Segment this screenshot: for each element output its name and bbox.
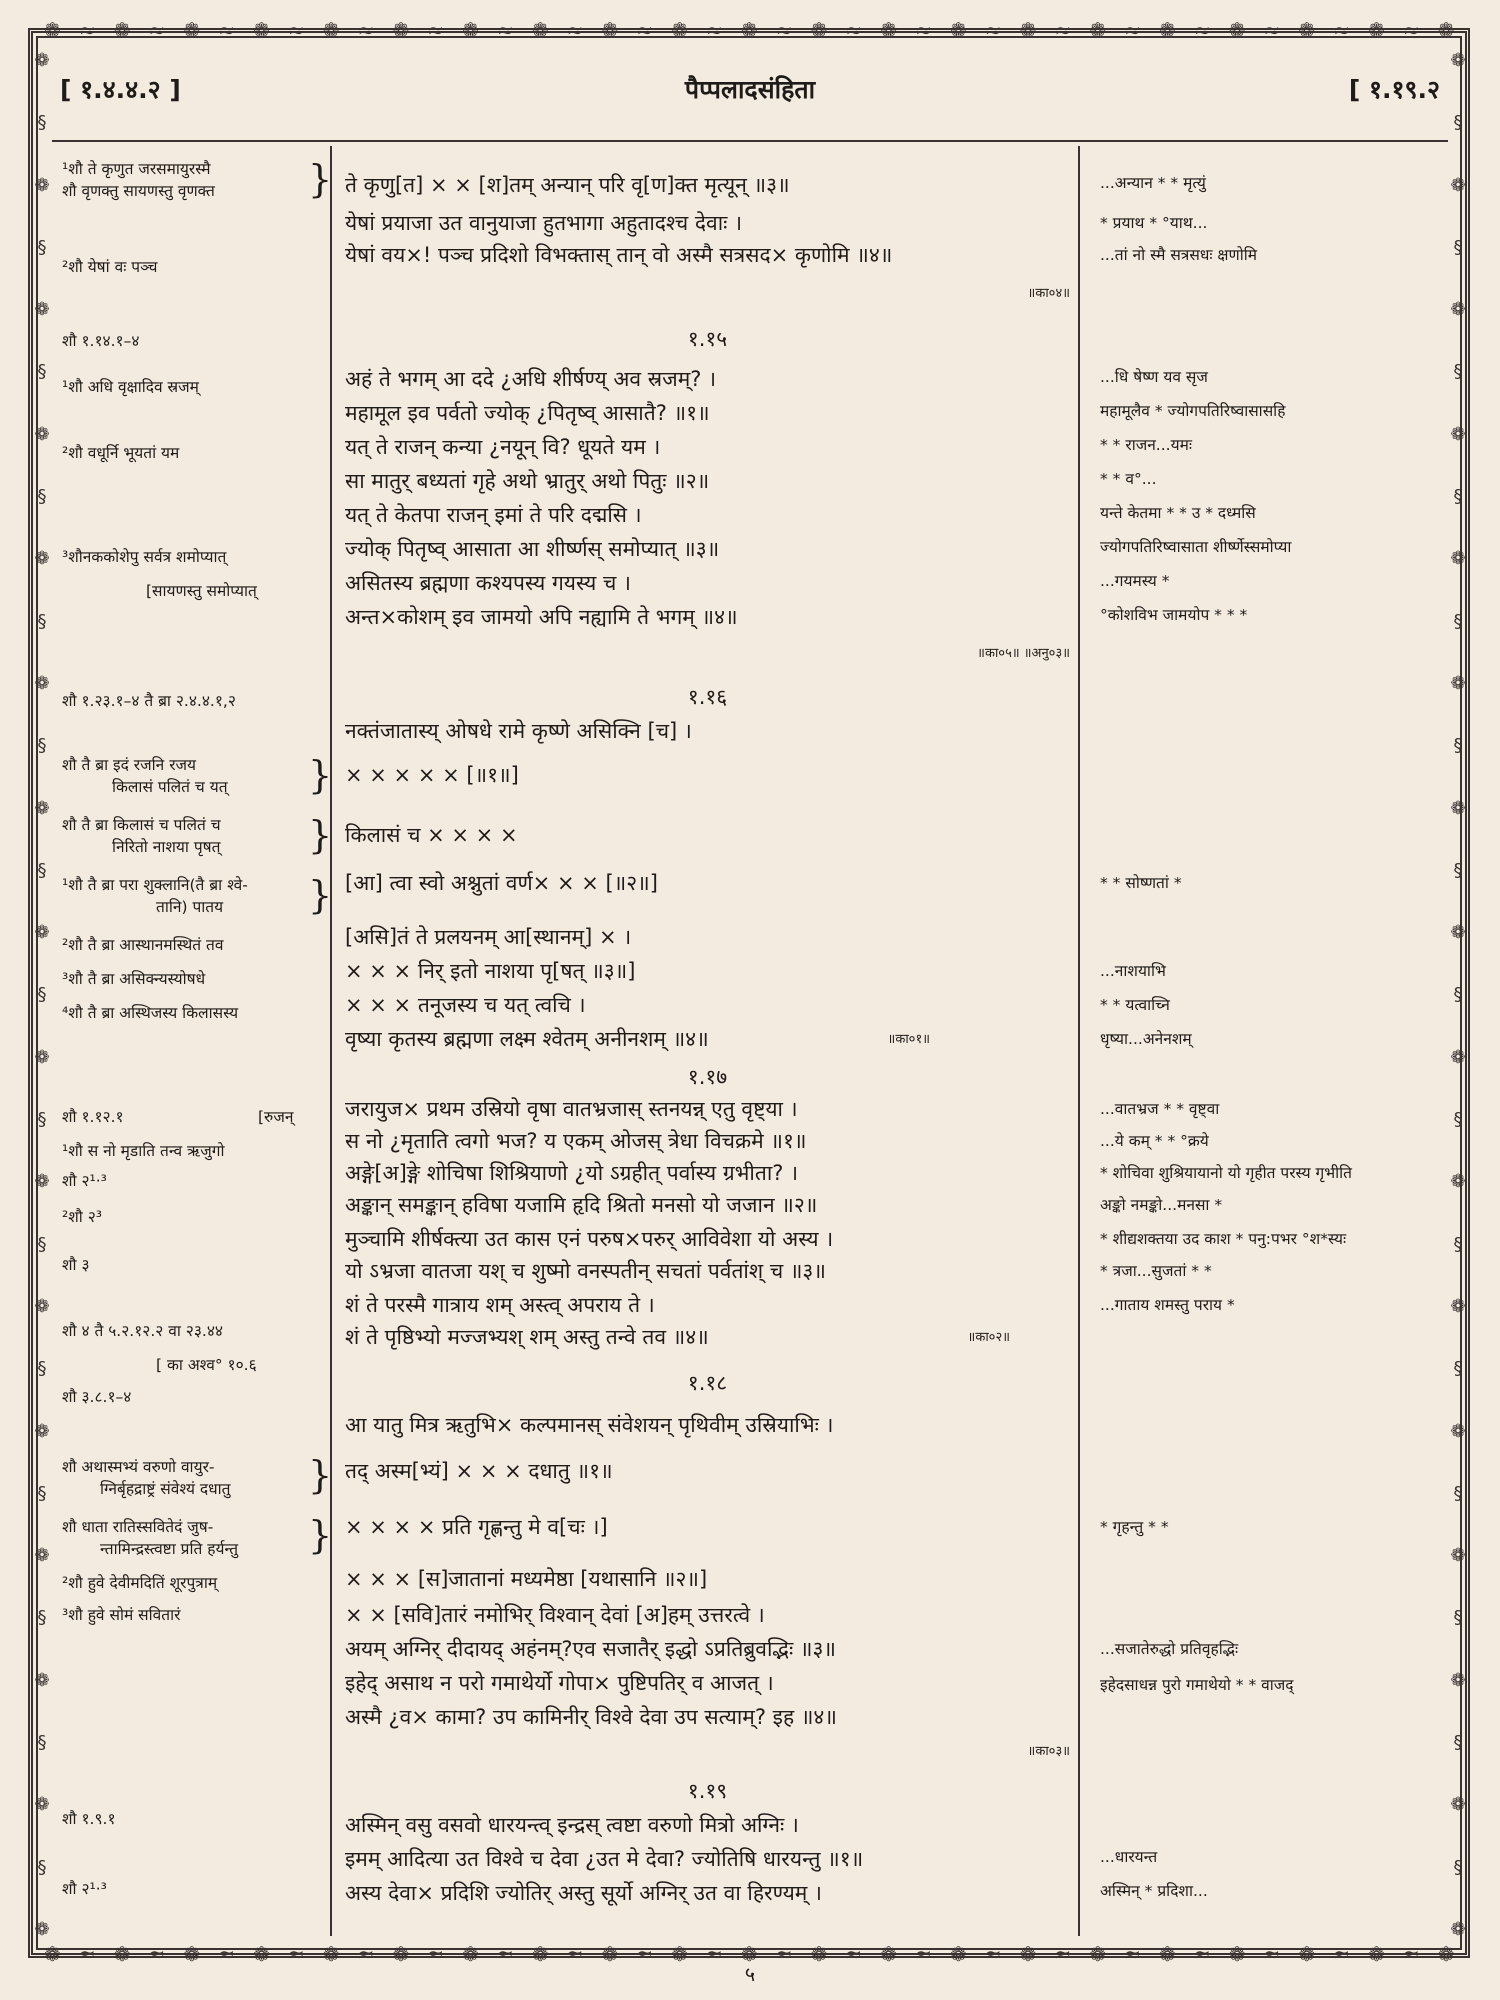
verse-line: तद् अस्म[भ्यं] × × × दधातु ॥१॥ xyxy=(345,1459,613,1483)
variant-note: * प्रयाथ * °याथ... xyxy=(1100,214,1208,232)
header-left-ref: [ १.४.४.२ ] xyxy=(60,75,181,104)
section-number: १.१६ xyxy=(687,685,728,709)
kanda-marker: ॥का०१॥ xyxy=(887,1032,930,1047)
verse-line: × × × × × [॥१॥] xyxy=(345,763,519,787)
page-title: पैप्पलादसंहिता xyxy=(684,75,816,104)
variant-note: ...धि षेष्ण यव सृज xyxy=(1100,368,1208,386)
variant-note: ...गयमस्य * xyxy=(1100,572,1170,590)
kanda-marker: ॥का०३॥ xyxy=(1027,1744,1070,1759)
verse-line: इमम् आदित्या उत विश्वे च देवा ¿उत मे देवा? ज्योतिषि धारयन्तु ॥१॥ xyxy=(345,1847,864,1871)
left-note: शौ धाता रातिस्सवितेदं जुष- xyxy=(62,1518,214,1536)
variant-note: अङ्को नमङ्को...मनसा * xyxy=(1100,1196,1223,1214)
verse-line: अहं ते भगम् आ ददे ¿अधि शीर्षण्य् अव स्रजम्? । xyxy=(345,367,717,391)
top-ornament-border: ❁ ≈ ❁ ≈ ❁ ≈ ❁ ≈ ❁ ≈ ❁ ≈ ❁ ≈ ❁ ≈ ❁ ≈ ❁ ≈ ❁ ≈ ❁ ≈ ❁ ≈ ❁ ≈ ❁ ≈ ❁ ≈ ❁ ≈ ❁ ≈ ❁ ≈ ❁ ≈ ❁ xyxy=(44,18,1456,42)
variant-note: ...धारयन्त xyxy=(1100,1848,1158,1866)
verse-line: × × × निर् इतो नाशया पृ[षत् ॥३॥] xyxy=(345,959,636,983)
verse-line: × × × [स]जातानां मध्यमेष्ठा [यथासानि ॥२॥] xyxy=(345,1567,708,1591)
left-note: शौ १.२३.१–४ तै ब्रा २.४.४.१,२ xyxy=(62,692,236,710)
verse-line: इहेद् असाथ न परो गमाथेर्यो गोपा× पुष्टिपतिर् व आजत् । xyxy=(345,1671,774,1695)
kanda-marker: ॥का०४॥ xyxy=(1027,286,1070,301)
brace: } xyxy=(308,1513,333,1557)
left-note: शौ २¹·³ xyxy=(62,1880,107,1898)
verse-line: × × × तनूजस्य च यत् त्वचि । xyxy=(345,993,586,1017)
verse-line: [असि]तं ते प्रलयनम् आ[स्थानम्] × । xyxy=(345,925,632,949)
variant-note: महामूलैव * ज्योगपतिरिष्वासासहि xyxy=(1100,402,1286,420)
verse-line: असितस्य ब्रह्मणा कश्यपस्य गयस्य च । xyxy=(345,571,631,595)
right-column-divider xyxy=(1078,146,1080,1936)
verse-line: अस्मिन् वसु वसवो धारयन्त्व् इन्द्रस् त्वष्टा वरुणो मित्रो अग्निः । xyxy=(345,1813,799,1837)
variant-note: ...ये कम् * * °क्रये xyxy=(1100,1132,1209,1150)
variant-note: ...नाशयाभि xyxy=(1100,962,1166,980)
section-number: १.१८ xyxy=(687,1371,728,1395)
left-ornament-border: ❁ § ❁ § ❁ § ❁ § ❁ § ❁ § ❁ § ❁ § ❁ § ❁ § ❁ § ❁ § ❁ § ❁ § ❁ § ❁ xyxy=(34,50,50,1940)
left-note: [सायणस्तु समोप्यात् xyxy=(146,582,257,600)
left-note: [ का अश्व° १०.६ xyxy=(156,1356,257,1374)
verse-line: आ यातु मित्र ऋतुभि× कल्पमानस् संवेशयन् पृथिवीम् उस्रियाभिः । xyxy=(345,1413,834,1437)
variant-note: * * सोष्णतां * xyxy=(1100,874,1182,892)
variant-note: ...गाताय शमस्तु पराय * xyxy=(1100,1296,1235,1314)
left-note: ¹शौ अधि वृक्षादिव स्रजम् xyxy=(62,378,199,396)
header-right-ref: [ १.१९.२ xyxy=(1348,75,1440,104)
verse-line: येषां वय×! पञ्च प्रदिशो विभक्तास् तान् वो अस्मै सत्रसद× कृणोमि ॥४॥ xyxy=(345,243,893,267)
kanda-marker: ॥का०२॥ xyxy=(967,1330,1010,1345)
left-note: शौ १.१२.१ xyxy=(62,1108,124,1126)
left-note: शौ १.१४.१–४ xyxy=(62,332,140,350)
brace: } xyxy=(308,1453,333,1497)
verse-line: नक्तंजातास्य् ओषधे रामे कृष्णे असिक्नि [च] । xyxy=(345,719,692,743)
variant-note: * * व°... xyxy=(1100,470,1157,488)
variant-note: * शोचिवा शुश्रियायानो यो गृहीत परस्य गृभीति xyxy=(1100,1164,1352,1182)
left-note: ²शौ २³ xyxy=(62,1208,102,1226)
verse-line: महामूल इव पर्वतो ज्योक् ¿पितृष्व् आसातै? ॥१॥ xyxy=(345,401,710,425)
verse-line: अस्मै ¿व× कामा? उप कामिनीर् विश्वे देवा उप सत्याम्? इह ॥४॥ xyxy=(345,1705,837,1729)
verse-line: यत् ते केतपा राजन् इमां ते परि दद्मसि । xyxy=(345,503,642,527)
left-note: [रुजन् xyxy=(258,1108,294,1126)
variant-note: * गृहन्तु * * xyxy=(1100,1518,1169,1536)
left-note: शौ ४ तै ५.२.१२.२ वा २३.४४ xyxy=(62,1322,223,1340)
left-note: शौ ३.८.१–४ xyxy=(62,1388,132,1406)
variant-note: यन्ते केतमा * * उ * दध्मसि xyxy=(1100,504,1256,522)
verse-line: अङ्गे[अ]ङ्गे शोचिषा शिश्रियाणो ¿यो ऽग्रहीत् पर्वास्य ग्रभीता? । xyxy=(345,1161,799,1185)
page-number: ५ xyxy=(744,1962,756,1986)
left-note: ³शौनककोशेपु सर्वत्र शमोप्यात् xyxy=(62,548,227,566)
left-note: ²शौ वधूर्नि भूयतां यम xyxy=(62,444,180,462)
variant-note: ...अन्यान * * मृत्युं xyxy=(1100,174,1206,192)
verse-line: यत् ते राजन् कन्या ¿नयून् वि? धूयते यम । xyxy=(345,435,661,459)
variant-note: ...सजातेरुद्धो प्रतिवृहद्भिः xyxy=(1100,1640,1239,1658)
variant-note: * त्रजा...सुजतां * * xyxy=(1100,1262,1212,1280)
variant-note: * * राजन...यमः xyxy=(1100,436,1192,454)
left-note: ¹शौ तै ब्रा परा शुक्लानि(तै ब्रा श्वे- xyxy=(62,876,248,894)
variant-note: °कोशविभ जामयोप * * * xyxy=(1100,606,1248,624)
left-note: तानि) पातय xyxy=(156,898,224,916)
variant-note: अस्मिन् * प्रदिशा... xyxy=(1100,1882,1208,1900)
left-note: शौ वृणक्तु सायणस्तु वृणक्त xyxy=(62,182,215,200)
brace: } xyxy=(308,813,333,857)
verse-line: × × [सवि]तारं नमोभिर् विश्वान् देवां [अ]हम् उत्तरत्वे । xyxy=(345,1603,765,1627)
left-note: ¹शौ ते कृणुत जरसमायुरस्मै xyxy=(62,160,211,178)
verse-line: यो ऽभ्रजा वातजा यश् च शुष्मो वनस्पतीन् सचतां पर्वतांश् च ॥३॥ xyxy=(345,1259,826,1283)
left-note: शौ १.९.१ xyxy=(62,1810,116,1828)
verse-line: जरायुज× प्रथम उस्रियो वृषा वातभ्रजास् स्तनयन्न् एतु वृष्ट्या । xyxy=(345,1097,798,1121)
left-note: ²शौ येषां वः पञ्च xyxy=(62,258,158,276)
section-number: १.१९ xyxy=(687,1779,728,1803)
variant-note: धृष्या...अनेनशम् xyxy=(1100,1030,1192,1048)
left-note: ²शौ हुवे देवीमदितिं शूरपुत्राम् xyxy=(62,1574,218,1592)
verse-line: शं ते परस्मै गात्राय शम् अस्त्व् अपराय ते । xyxy=(345,1293,655,1317)
left-note: ³शौ हुवे सोमं सवितारं xyxy=(62,1606,181,1624)
brace: } xyxy=(308,157,333,201)
left-note: शौ २¹·³ xyxy=(62,1172,107,1190)
variant-note: ...वातभ्रज * * वृष्ट्वा xyxy=(1100,1100,1220,1118)
left-note: शौ तै ब्रा किलासं च पलितं च xyxy=(62,816,221,834)
verse-line: शं ते पृष्ठिभ्यो मज्जभ्यश् शम् अस्तु तन्वे तव ॥४॥ xyxy=(345,1325,709,1349)
variant-note: इहेदसाधन्न पुरो गमाथेयो * * वाजद् xyxy=(1100,1676,1294,1694)
variant-note: ज्योगपतिरिष्वासाता शीर्ष्णेस्समोप्या xyxy=(1100,538,1292,556)
left-note: ⁴शौ तै ब्रा अस्थिजस्य किलासस्य xyxy=(62,1004,239,1022)
verse-line: अङ्कान् समङ्कान् हविषा यजामि हृदि श्रितो मनसो यो जजान ॥२॥ xyxy=(345,1193,818,1217)
left-note: किलासं पलितं च यत् xyxy=(112,778,228,796)
left-note: न्तामिन्द्रस्त्वष्टा प्रति हर्यन्तु xyxy=(100,1540,239,1558)
verse-line: सा मातुर् बध्यतां गृहे अथो भ्रातुर् अथो पितुः ॥२॥ xyxy=(345,469,710,493)
left-note: ³शौ तै ब्रा असिक्न्यस्योषधे xyxy=(62,970,206,988)
verse-line: ते कृणु[त] × × [श]तम् अन्यान् परि वृ[ण]क्त मृत्यून् ॥३॥ xyxy=(345,173,790,197)
section-number: १.१७ xyxy=(687,1065,728,1089)
left-note: ²शौ तै ब्रा आस्थानमस्थितं तव xyxy=(62,936,224,954)
verse-line: अस्य देवा× प्रदिशि ज्योतिर् अस्तु सूर्यो अग्निर् उत वा हिरण्यम् । xyxy=(345,1881,822,1905)
left-note: शौ ३ xyxy=(62,1256,90,1274)
section-number: १.१५ xyxy=(687,327,728,351)
brace: } xyxy=(308,873,333,917)
verse-line: ज्योक् पितृष्व् आसाता आ शीर्ष्णस् समोप्यात् ॥३॥ xyxy=(345,537,720,561)
left-column-divider xyxy=(330,146,332,1936)
header-rule xyxy=(52,140,1448,142)
right-ornament-border: ❁ § ❁ § ❁ § ❁ § ❁ § ❁ § ❁ § ❁ § ❁ § ❁ § ❁ § ❁ § ❁ § ❁ § ❁ § ❁ xyxy=(1450,50,1466,1940)
verse-line: अयम् अग्निर् दीदायद् अहंनम्?एव सजातैर् इद्धो ऽप्रतिब्रुवद्भिः ॥३॥ xyxy=(345,1637,836,1661)
verse-line: स नो ¿मृताति त्वगो भज? य एकम् ओजस् त्रेधा विचक्रमे ॥१॥ xyxy=(345,1129,807,1153)
verse-line: × × × × प्रति गृह्णन्तु मे व[चः ।] xyxy=(345,1515,608,1539)
left-note: ¹शौ स नो मृडाति तन्व ऋजुगो xyxy=(62,1142,225,1160)
verse-line: अन्त×कोशम् इव जामयो अपि नह्यामि ते भगम् ॥४॥ xyxy=(345,605,738,629)
verse-line: किलासं च × × × × xyxy=(345,823,518,847)
page-header xyxy=(60,62,1440,122)
verse-line: वृष्या कृतस्य ब्रह्मणा लक्ष्म श्वेतम् अनीनशम् ॥४॥ xyxy=(345,1027,709,1051)
verse-line: येषां प्रयाजा उत वानुयाजा हुतभागा अहुतादश्च देवाः । xyxy=(345,211,743,235)
brace: } xyxy=(308,753,333,797)
left-note: शौ अथास्मभ्यं वरुणो वायुर- xyxy=(62,1458,215,1476)
variant-note: ...तां नो स्मै सत्रसधः क्षणोमि xyxy=(1100,246,1258,264)
variant-note: * * यत्वाच्नि xyxy=(1100,996,1170,1014)
left-note: शौ तै ब्रा इदं रजनि रजय xyxy=(62,756,197,774)
left-note: निरितो नाशया पृषत् xyxy=(112,838,221,856)
verse-line: मुञ्चामि शीर्षक्त्या उत कास एनं परुष×परुर् आविवेशा यो अस्य । xyxy=(345,1227,834,1251)
bottom-ornament-border: ❁ ≈ ❁ ≈ ❁ ≈ ❁ ≈ ❁ ≈ ❁ ≈ ❁ ≈ ❁ ≈ ❁ ≈ ❁ ≈ ❁ ≈ ❁ ≈ ❁ ≈ ❁ ≈ ❁ ≈ ❁ ≈ ❁ ≈ ❁ ≈ ❁ ≈ ❁ ≈ ❁ xyxy=(44,1942,1456,1966)
verse-line: [आ] त्वा स्वो अश्नुतां वर्ण× × × [॥२॥] xyxy=(345,871,658,895)
left-note: ग्निर्बृहद्राष्ट्रं संवेश्यं दधातु xyxy=(100,1480,231,1498)
kanda-marker: ॥का०५॥ ॥अनु०३॥ xyxy=(977,646,1070,661)
variant-note: * शीद्यशक्तया उद काश * पनु:पभर °श*स्यः xyxy=(1100,1230,1347,1248)
